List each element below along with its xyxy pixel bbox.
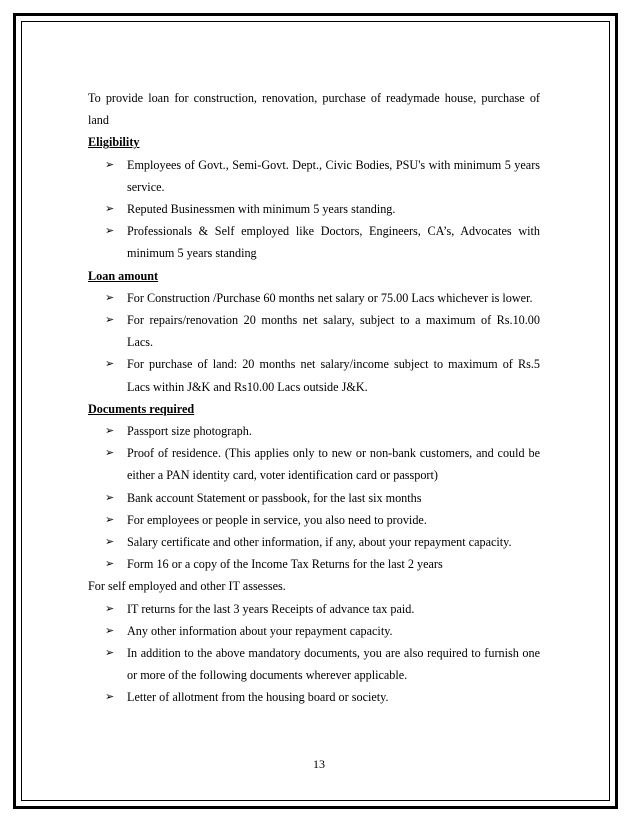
self-employed-paragraph: For self employed and other IT assesses. xyxy=(88,579,286,594)
arrow-bullet-icon: ➢ xyxy=(105,424,115,438)
arrow-bullet-icon: ➢ xyxy=(105,690,115,704)
list-item: ➢ Bank account Statement or passbook, for the last six months xyxy=(88,487,540,509)
list-item: ➢ In addition to the above mandatory documents, you are also required to furnish one or more of the following documents wherever applicable. xyxy=(88,642,540,686)
list-item: ➢ Passport size photograph. xyxy=(88,420,540,442)
document-body xyxy=(88,87,540,709)
arrow-bullet-icon: ➢ xyxy=(105,313,115,327)
arrow-bullet-icon: ➢ xyxy=(105,535,115,549)
arrow-bullet-icon: ➢ xyxy=(105,357,115,371)
list-item: ➢ Professionals & Self employed like Doctors, Engineers, CA’s, Advocates with minimum 5 years standing xyxy=(88,220,540,264)
arrow-bullet-icon: ➢ xyxy=(105,224,115,238)
arrow-bullet-icon: ➢ xyxy=(105,446,115,460)
arrow-bullet-icon: ➢ xyxy=(105,202,115,216)
arrow-bullet-icon: ➢ xyxy=(105,557,115,571)
list-item: ➢ Salary certificate and other information, if any, about your repayment capacity. xyxy=(88,531,540,553)
heading-documents-required: Documents required xyxy=(88,401,195,416)
arrow-bullet-icon: ➢ xyxy=(105,290,115,304)
list-item: ➢ IT returns for the last 3 years Receipts of advance tax paid. xyxy=(88,598,540,620)
list-item: ➢ Any other information about your repayment capacity. xyxy=(88,620,540,642)
arrow-bullet-icon: ➢ xyxy=(105,157,115,171)
list-item: ➢ For purchase of land: 20 months net salary/income subject to maximum of Rs.5 Lacs within J&K and Rs10.00 Lacs outside J&K. xyxy=(88,353,540,397)
heading-eligibility: Eligibility xyxy=(88,135,140,150)
arrow-bullet-icon: ➢ xyxy=(105,601,115,615)
list-item: ➢ For repairs/renovation 20 months net salary, subject to a maximum of Rs.10.00 Lacs. xyxy=(88,309,540,353)
arrow-bullet-icon: ➢ xyxy=(105,623,115,637)
heading-loan-amount: Loan amount xyxy=(88,268,159,283)
list-item: ➢ Employees of Govt., Semi-Govt. Dept., Civic Bodies, PSU's with minimum 5 years service. xyxy=(88,154,540,198)
list-item: ➢ For employees or people in service, you also need to provide. xyxy=(88,509,540,531)
list-item: ➢ Proof of residence. (This applies only to new or non-bank customers, and could be either a PAN identity card, voter identification card or passport) xyxy=(88,442,540,486)
page-number: 13 xyxy=(313,757,325,771)
list-item: ➢ Form 16 or a copy of the Income Tax Returns for the last 2 years xyxy=(88,553,540,575)
list-item: ➢ Reputed Businessmen with minimum 5 years standing. xyxy=(88,198,540,220)
list-item: ➢ For Construction /Purchase 60 months net salary or 75.00 Lacs whichever is lower. xyxy=(88,287,540,309)
arrow-bullet-icon: ➢ xyxy=(105,646,115,660)
intro-paragraph: To provide loan for construction, renovation, purchase of readymade house, purchase of land xyxy=(88,91,540,128)
arrow-bullet-icon: ➢ xyxy=(105,490,115,504)
list-item: ➢ Letter of allotment from the housing board or society. xyxy=(88,686,540,708)
arrow-bullet-icon: ➢ xyxy=(105,512,115,526)
